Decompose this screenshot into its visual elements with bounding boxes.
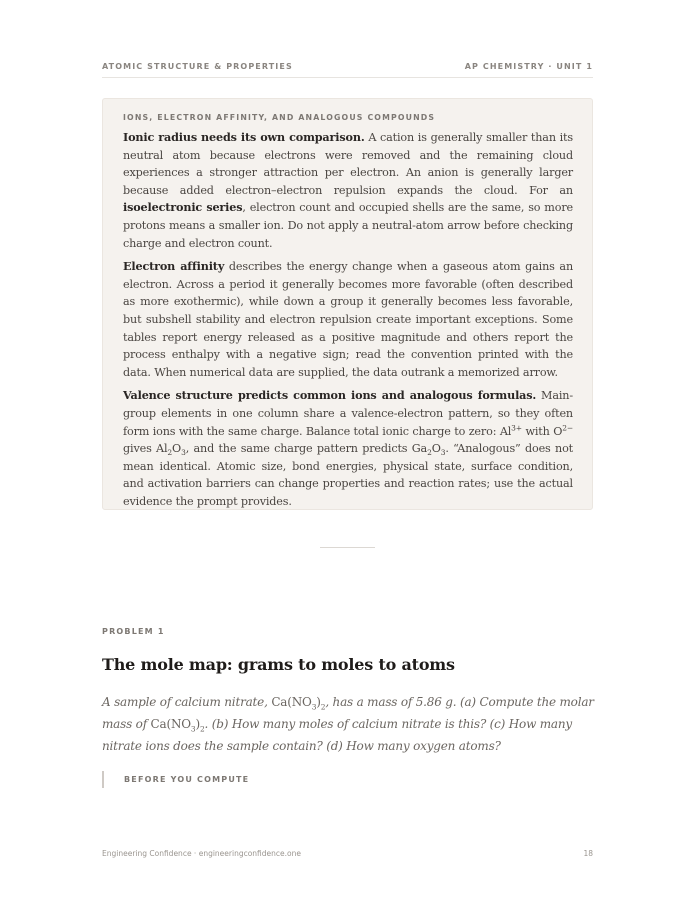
problem-label: PROBLEM 1 (102, 627, 165, 636)
valence-structure-lead: Valence structure predicts common ions and analogous formulas. (123, 388, 537, 403)
valence-structure-paragraph: Valence structure predicts common ions and analogous formulas. Main-group elements in one column share a valence-electron pattern, so they often form ions with the same charge. Balance total ionic charge to zero: $Al^{3+}$ with $O^{2-}$ gives $Al_2O_3$, and the same charge pattern predicts $Ga_2O_3$. “Analogous” does not mean identical. Atomic size, bond energies, physical state, surface condition, and activation barriers can change properties and reaction rates; use the actual evidence the prompt provides. (123, 388, 574, 508)
header-course-unit: AP CHEMISTRY · UNIT 1 (464, 62, 593, 71)
ionic-radius-lead: Ionic radius needs its own comparison. (123, 130, 365, 144)
footer-publisher: Engineering Confidence · engineeringconfidence.one (102, 849, 301, 858)
calcium-nitrate-formula: $Ca(NO_3)_2$ (150, 717, 205, 734)
page-number: 18 (583, 849, 593, 858)
header-section-title: ATOMIC STRUCTURE & PROPERTIES (102, 62, 293, 71)
electron-affinity-lead: Electron affinity (123, 259, 225, 274)
concept-callout-box (102, 98, 593, 510)
electron-affinity-paragraph: Electron affinity describes the energy change when a gaseous atom gains an electron. Across a period it generally becomes more favorable (often described as more exothermic), while down a group it generally becomes less favorable, but subshell stability and electron repulsion create important exceptions. Some tables report energy released as a positive magnitude and others report the process enthalpy with a negative sign; read the convention printed with the data. When numerical data are supplied, the data outrank a memorized arrow. (123, 259, 573, 379)
problem-statement: A sample of calcium nitrate, $Ca(NO_3)_2$, has a mass of 5.86 g. (a) Compute the molar mass of $Ca(NO_3)_2$. (b) How many moles of calcium nitrate is this? (c) How many nitrate ions does the sample contain? (d) How many oxygen atoms? (102, 695, 594, 753)
isoelectronic-series-term: isoelectronic series (123, 200, 243, 215)
section-divider (320, 547, 375, 548)
calcium-nitrate-formula: $Ca(NO_3)_2$ (271, 695, 326, 712)
callout-label: IONS, ELECTRON AFFINITY, AND ANALOGOUS COMPOUNDS (123, 113, 436, 122)
page-footer (102, 849, 593, 858)
problem-title: The mole map: grams to moles to atoms (102, 655, 455, 674)
before-you-compute-heading: BEFORE YOU COMPUTE (102, 771, 249, 788)
ionic-radius-paragraph: Ionic radius needs its own comparison. A cation is generally smaller than its neutral atom because electrons were removed and the remaining cloud experiences a stronger attraction per electron. An anion is generally larger because added electron–electron repulsion expands the cloud. For an isoelectronic series, electron count and occupied shells are the same, so more protons means a smaller ion. Do not apply a neutral-atom arrow before checking charge and electron count. (123, 130, 573, 250)
running-header (102, 62, 593, 78)
